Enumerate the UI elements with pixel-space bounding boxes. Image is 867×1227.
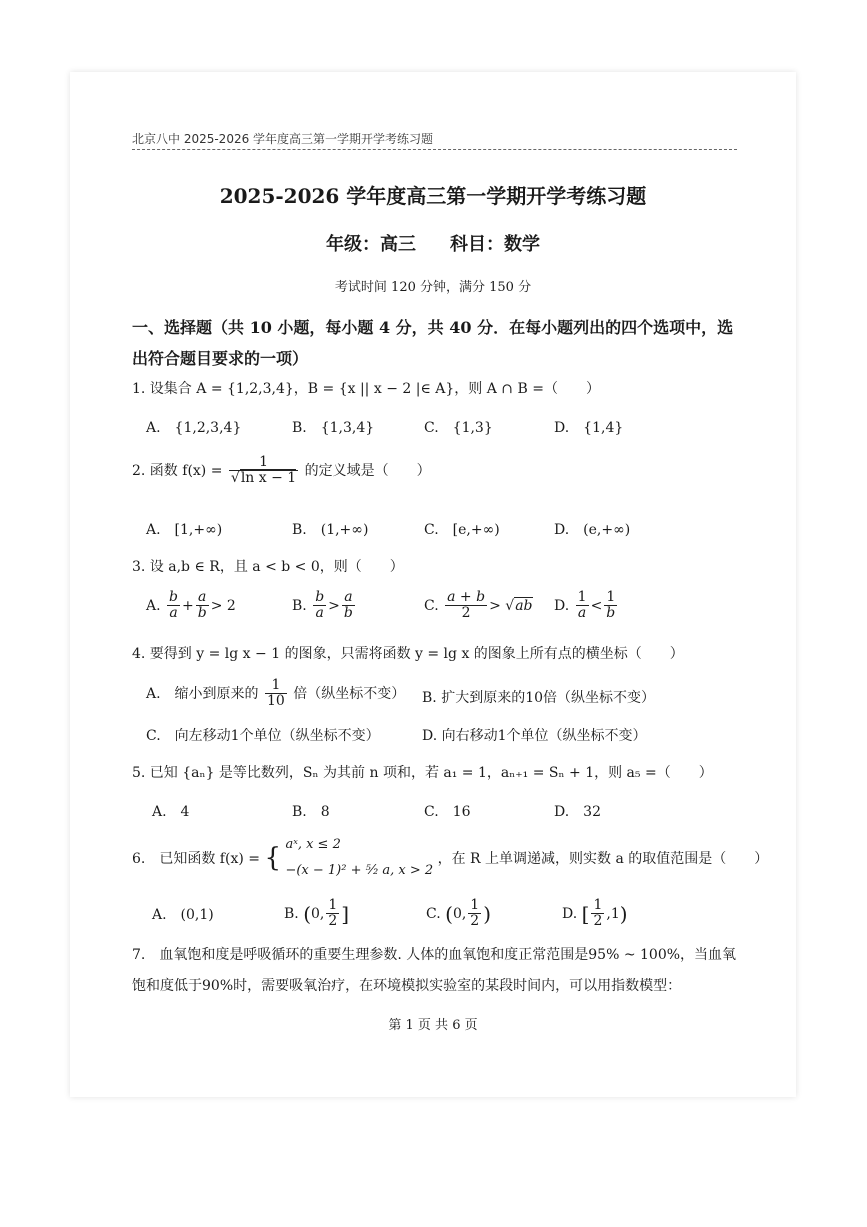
document-title: 2025-2026 学年度高三第一学期开学考练习题: [219, 184, 647, 208]
q4-a-suffix: 倍（纵坐标不变）: [293, 685, 406, 702]
q2-option-a: A. [1,+∞): [146, 522, 223, 538]
q6-c-label: C.: [426, 905, 441, 922]
q6-case-2: −(x − 1)² + ⁵⁄₂ a, x > 2: [285, 863, 434, 878]
q6-prefix: 6. 已知函数 f(x) =: [132, 851, 260, 867]
q2-denominator: √ln x − 1: [230, 470, 297, 487]
question-5-stem: 5. 已知 {aₙ} 是等比数列，Sₙ 为其前 n 项和，若 a₁ = 1，aₙ₊₁ = Sₙ + 1，则 a₅ =（ ）: [132, 765, 713, 781]
q5-option-b: B. 8: [292, 804, 330, 820]
q2-option-b: B. (1,+∞): [292, 522, 369, 538]
page-footer: 第 1 页 共 6 页: [388, 1018, 478, 1033]
grade-subject-line: [70, 230, 796, 256]
q3-b-label: B.: [292, 597, 307, 614]
q6-option-b: B. (0, $\frac{1}{2}$ ]: [284, 897, 350, 930]
q2-option-c: C. [e,+∞): [424, 522, 500, 538]
q4-option-a: [146, 678, 405, 710]
q3-option-d: D. $\frac{1}{a}$ < $\frac{1}{b}$: [554, 589, 616, 622]
q6-option-d: D. [ $\frac{1}{2}$ ,1): [562, 897, 628, 930]
q3-a-label: A.: [146, 597, 161, 614]
q3-option-a: A. $\frac{b}{a}$ + $\frac{a}{b}$ > 2: [146, 589, 236, 622]
subject-label: 科目：数学: [450, 234, 540, 255]
question-4-stem: 4. 要得到 y = lg x − 1 的图象，只需将函数 y = lg x 的图象上所有点的横坐标（ ）: [132, 646, 684, 662]
q4-option-d: D. 向右移动1个单位（纵坐标不变）: [422, 728, 647, 744]
section-heading: 一、选择题（共 10 小题，每小题 4 分，共 40 分．在每小题列出的四个选项中，选出符合题目要求的一项）: [132, 318, 734, 368]
q4-a-fraction: [265, 678, 287, 710]
header-rule: [132, 149, 737, 150]
q6-option-c: C. (0, $\frac{1}{2}$ ): [426, 897, 492, 930]
q1-option-d: D. {1,4}: [554, 420, 624, 436]
q6-d-label: D.: [562, 905, 578, 922]
page-header: 北京八中 2025-2026 学年度高三第一学期开学考练习题: [132, 132, 434, 146]
q1-option-a: A. {1,2,3,4}: [146, 420, 242, 436]
document-page: [70, 72, 796, 1097]
q1-option-c: C. {1,3}: [424, 420, 493, 436]
q2-suffix: 的定义域是（ ）: [304, 462, 431, 479]
q1-option-b: B. {1,3,4}: [292, 420, 375, 436]
q5-option-d: D. 32: [554, 804, 601, 820]
q6-b-label: B.: [284, 905, 299, 922]
question-6-stem: [132, 832, 768, 884]
question-2-stem: [132, 455, 431, 487]
q6-case-1: aˣ, x ≤ 2: [285, 837, 341, 852]
question-7-line-1: 7. 血氧饱和度是呼吸循环的重要生理参数. 人体的血氧饱和度正常范围是95% ~ 100%，当血氧: [132, 947, 737, 963]
q2-fraction: [229, 455, 298, 487]
q3-d-label: D.: [554, 597, 570, 614]
q4-a-numerator: 1: [265, 678, 287, 694]
question-7-line-2: 饱和度低于90%时，需要吸氧治疗，在环境模拟实验室的某段时间内，可以用指数模型：: [132, 978, 682, 994]
q4-a-prefix: A. 缩小到原来的: [146, 685, 259, 702]
q5-option-a: A. 4: [152, 804, 190, 820]
q2-numerator: 1: [229, 455, 298, 471]
grade-label: 年级：高三: [326, 234, 416, 255]
q2-prefix: 2. 函数 f(x) =: [132, 462, 223, 479]
q6-cases: [285, 832, 433, 884]
question-3-stem: 3. 设 a,b ∈ R，且 a < b < 0，则（ ）: [132, 559, 404, 575]
q6-brace: {: [264, 843, 281, 873]
q3-option-b: B. $\frac{b}{a}$ > $\frac{a}{b}$: [292, 589, 353, 622]
q6-suffix: ，在 R 上单调递减，则实数 a 的取值范围是（ ）: [437, 851, 769, 867]
q4-option-c: C. 向左移动1个单位（纵坐标不变）: [146, 728, 380, 744]
q2-radicand: ln x − 1: [240, 470, 297, 487]
q4-option-b: B. 扩大到原来的10倍（纵坐标不变）: [422, 690, 656, 706]
q6-option-a: A. (0,1): [152, 907, 214, 923]
question-1-stem: 1. 设集合 A = {1,2,3,4}，B = {x || x − 2 |∈ A}，则 A ∩ B =（ ）: [132, 381, 600, 397]
q3-option-c: C. $\frac{a + b}{2}$ > √ab: [424, 589, 533, 622]
q5-option-c: C. 16: [424, 804, 471, 820]
q3-c-label: C.: [424, 597, 439, 614]
q4-a-denominator: 10: [267, 693, 285, 710]
exam-info: 考试时间 120 分钟，满分 150 分: [334, 280, 532, 295]
q2-option-d: D. (e,+∞): [554, 522, 631, 538]
